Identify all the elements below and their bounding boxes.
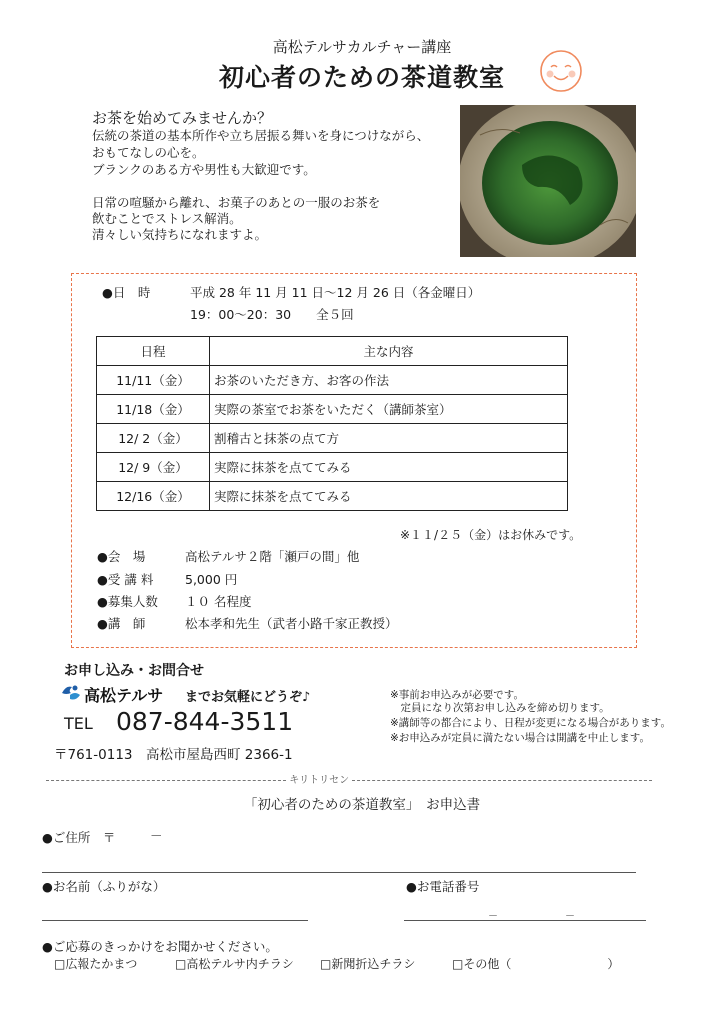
phone-field[interactable] [404, 920, 646, 921]
fee-label: ●受 講 料 [97, 572, 154, 587]
intro-line: 飲むことでストレス解消。 [92, 211, 242, 226]
table-row [97, 395, 568, 424]
option-newspaper-insert[interactable]: □新聞折込チラシ [320, 957, 416, 971]
venue-value: 高松テルサ２階「瀬戸の間」他 [185, 549, 360, 564]
tel-number: 087-844-3511 [116, 707, 294, 736]
session-content: 実際に抹茶を点ててみる [210, 482, 568, 511]
notice-line: ※事前お申込みが必要です。 [390, 689, 524, 701]
instructor-row [97, 614, 398, 632]
session-content: 割稽古と抹茶の点て方 [210, 424, 568, 453]
phone-dash: － [488, 911, 498, 922]
datetime-value: 平成 28 年 11 月 11 日～12 月 26 日（各金曜日） [190, 285, 481, 300]
session-date: 12/ 2（金） [97, 424, 210, 453]
contact-heading: お申し込み・お問合せ [64, 663, 204, 679]
capacity-row [97, 592, 251, 610]
tel-label: TEL [64, 714, 93, 733]
table-row [97, 424, 568, 453]
session-content: 実際に抹茶を点ててみる [210, 453, 568, 482]
session-date: 12/ 9（金） [97, 453, 210, 482]
cut-line [46, 771, 678, 786]
telsa-logo-icon [60, 683, 82, 703]
cut-line-label: キリトリセン [289, 775, 350, 786]
address-field[interactable] [42, 872, 636, 873]
venue-label: ●会 場 [97, 549, 146, 564]
instructor-value: 松本孝和先生（武者小路千家正教授） [185, 616, 398, 631]
venue-row [97, 547, 359, 565]
session-date: 12/16（金） [97, 482, 210, 511]
phone-dash: － [565, 911, 575, 922]
session-date: 11/11（金） [97, 366, 210, 395]
name-field[interactable] [42, 920, 308, 921]
notice-line: ※お申込みが定員に満たない場合は開講を中止します。 [390, 732, 650, 744]
intro-line: 伝統の茶道の基本所作や立ち居振る舞いを身につけながら、 [92, 128, 430, 143]
intro-line: 清々しい気持ちになれますよ。 [92, 227, 268, 242]
capacity-value: １０ 名程度 [185, 594, 252, 609]
matcha-bowl-image [460, 105, 636, 257]
intro-line: ブランクのある方や男性も大歓迎です。 [92, 162, 316, 177]
notice-line: 定員になり次第お申し込みを締め切ります。 [390, 702, 610, 714]
table-row [97, 366, 568, 395]
course-series-title: 高松テルサカルチャー講座 [272, 38, 452, 56]
notice-line: ※講師等の都合により、日程が変更になる場合があります。 [390, 717, 671, 729]
holiday-note: ※１１/２５（金）はお休みです。 [400, 528, 582, 542]
time-value: 19：00～20：30 全５回 [190, 307, 354, 322]
intro-line: おもてなしの心を。 [92, 145, 205, 160]
option-kouhou-takamatsu[interactable]: □広報たかまつ [54, 957, 138, 971]
instructor-label: ●講 師 [97, 616, 146, 631]
table-row [97, 453, 568, 482]
page-title: 初心者のための茶道教室 [218, 63, 505, 92]
logo-text: 高松テルサ [84, 686, 164, 705]
address-label: ●ご住所 〒 [42, 830, 116, 845]
intro-line: 日常の喧騒から離れ、お菓子のあとの一服のお茶を [92, 195, 381, 210]
table-header-row [97, 337, 568, 366]
table-row [97, 482, 568, 511]
session-content: 実際の茶室でお茶をいただく（講師茶室） [210, 395, 568, 424]
reason-label: ●ご応募のきっかけをお聞かせください。 [42, 939, 278, 954]
fee-value: 5,000 円 [185, 572, 238, 587]
option-other[interactable]: □その他（ ） [452, 957, 620, 971]
schedule-table [96, 336, 568, 511]
datetime-label: ●日 時 [102, 285, 151, 300]
datetime-row [102, 283, 480, 301]
column-header-date: 日程 [97, 337, 210, 366]
capacity-label: ●募集人数 [97, 594, 158, 609]
contact-tagline: までお気軽にどうぞ♪ [185, 690, 311, 705]
contact-address: 〒761-0113 高松市屋島西町 2366-1 [54, 747, 293, 763]
name-label: ●お名前（ふりがな） [42, 879, 166, 894]
option-telsa-flyer[interactable]: □高松テルサ内チラシ [175, 957, 294, 971]
cut-dash-left [46, 780, 286, 781]
smiley-face-icon [538, 48, 584, 94]
session-content: お茶のいただき方、お客の作法 [210, 366, 568, 395]
form-title: 「初心者のための茶道教室」 お申込書 [243, 797, 481, 813]
phone-label: ●お電話番号 [406, 879, 480, 894]
column-header-content: 主な内容 [210, 337, 568, 366]
fee-row [97, 570, 237, 588]
session-date: 11/18（金） [97, 395, 210, 424]
cut-dash-right [352, 780, 652, 781]
postal-dash: － [150, 828, 163, 843]
intro-heading: お茶を始めてみませんか？ [92, 109, 273, 127]
